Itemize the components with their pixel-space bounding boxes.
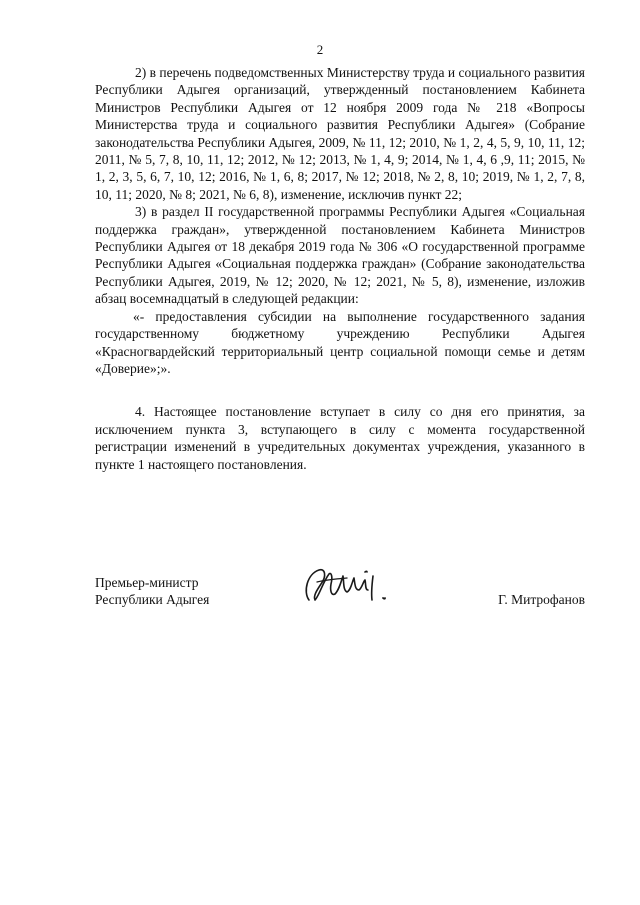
signer-position: Премьер-министр xyxy=(95,575,199,590)
document-body xyxy=(95,64,585,473)
page-number: 2 xyxy=(316,42,324,57)
signer-name: Г. Митрофанов xyxy=(498,592,585,607)
signer-title xyxy=(95,574,265,609)
paragraph-item-4: 4. Настоящее постановление вступает в силу со дня его принятия, за исключением пункта 3, вступающего в силу с момента государственной регистрации изменений в учредительных документах учреждения, указанного в пункте 1 настоящего постановления. xyxy=(95,404,585,472)
handwritten-signature-icon xyxy=(295,562,405,610)
paragraph-item-2: 2) в перечень подведомственных Министерству труда и социального развития Республики Адыгея организаций, утвержденный постановлением Кабинета Министров Республики Адыгея от 12 ноября 2009 года № 218 «Вопросы Министерства труда и социального развития Республики Адыгея» (Собрание законодательства Республики Адыгея, 2009, № 11, 12; 2010, № 1, 2, 4, 5, 9, 10, 11, 12; 2011, № 5, 7, 8, 10, 11, 12; 2012, № 12; 2013, № 1, 4, 9; 2014, № 1, 4, 6 ,9, 11; 2015, № 1, 2, 3, 5, 6, 7, 10, 12; 2016, № 1, 6, 8; 2017, № 12; 2018, № 2, 8, 10; 2019, № 1, 2, 7, 8, 10, 11; 2020, № 8; 2021, № 6, 8), изменение, исключив пункт 22; xyxy=(95,65,585,202)
signature-block xyxy=(95,574,585,614)
signer-region: Республики Адыгея xyxy=(95,592,210,608)
paragraph-item-3: 3) в раздел II государственной программы Республики Адыгея «Социальная поддержка граждан», утвержденной постановлением Кабинета Министров Республики Адыгея от 18 декабря 2019 года № 306 «О государственной программе Республики Адыгея «Социальная поддержка граждан» (Собрание законодательства Республики Адыгея, 2019, № 12; 2020, № 12; 2021, № 5, 8), изменение, изложив абзац восемнадцатый в следующей редакции: xyxy=(95,204,585,307)
quoted-amendment-text: «- предоставления субсидии на выполнение государственного задания государственному бюджетному учреждению Республики Адыгея «Красногвардейский территориальный центр социальной помощи семье и детям «Доверие»;». xyxy=(95,308,585,376)
